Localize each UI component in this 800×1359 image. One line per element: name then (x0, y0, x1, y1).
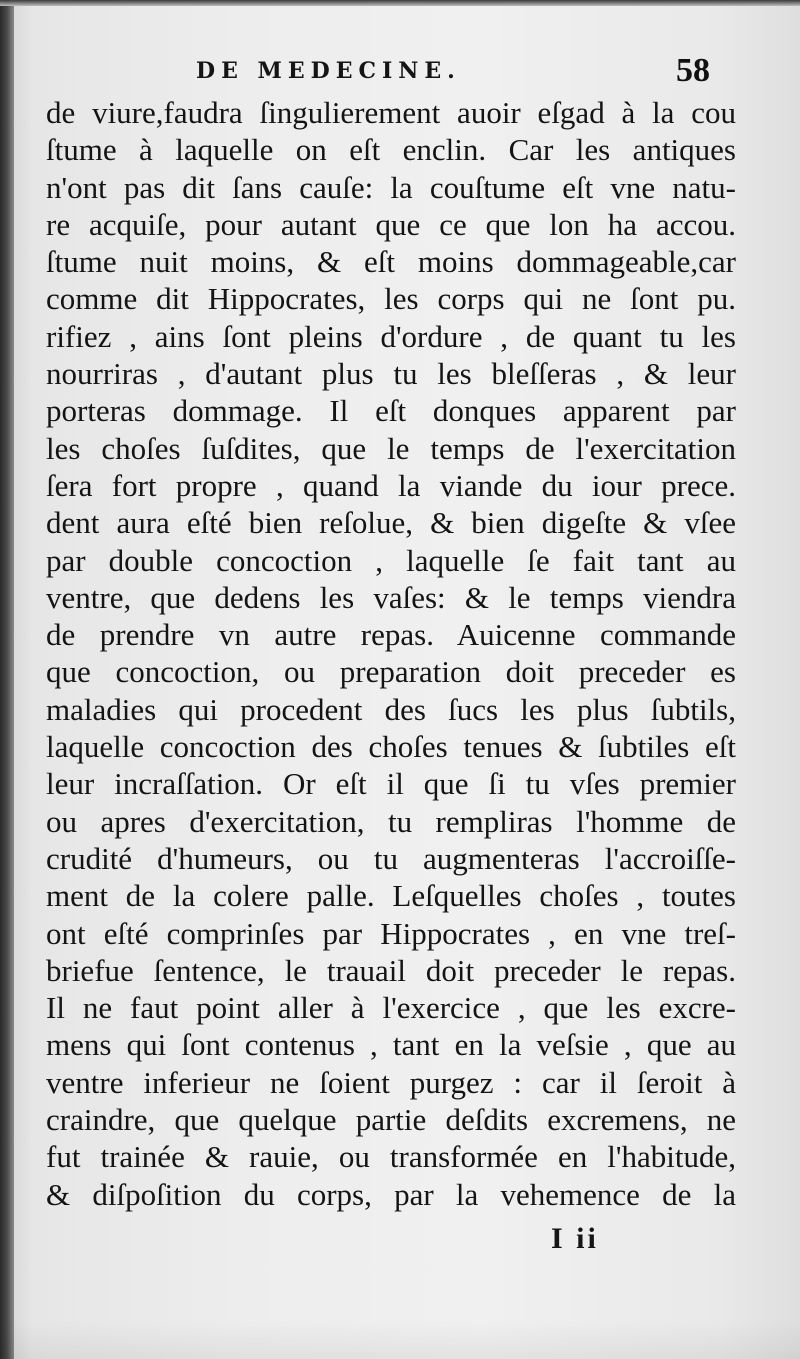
text-line: nourriras , d'autant plus tu les bleſſeras , & leur (46, 356, 736, 392)
text-line: crudité d'humeurs, ou tu augmenteras l'accroiſſe- (46, 840, 736, 876)
text-line: comme dit Hippocrates, les corps qui ne ſont pu. (46, 281, 736, 317)
text-line: porteras dommage. Il eſt donques apparent par (46, 393, 736, 429)
signature-mark: I ii (551, 1222, 599, 1255)
running-title: DE MEDECINE. (196, 58, 461, 84)
text-line: re acquiſe, pour autant que ce que lon ha accou. (46, 206, 736, 242)
text-line: briefue ſentence, le trauail doit preceder le repas. (46, 952, 736, 988)
text-line: ment de la colere palle. Leſquelles choſes , toutes (46, 878, 736, 914)
text-line: ventre inferieur ne ſoient purgez : car il ſeroit à (46, 1064, 736, 1100)
page-bottom-shade (0, 1320, 800, 1359)
text-line: fut trainée & rauie, ou transformée en l'habitude, (46, 1139, 736, 1175)
text-line: ſtume nuit moins, & eſt moins dommageable,car (46, 244, 736, 280)
text-line: maladies qui procedent des ſucs les plus ſubtils, (46, 691, 736, 727)
text-line: ou apres d'exercitation, tu rempliras l'homme de (46, 803, 736, 839)
text-line: que concoction, ou preparation doit preceder es (46, 654, 736, 690)
page-top-edge (0, 0, 800, 6)
text-line: dent aura eſté bien reſolue, & bien digeſte & vſee (46, 505, 736, 541)
text-line: les choſes ſuſdites, que le temps de l'exercitation (46, 430, 736, 466)
text-line: par double concoction , laquelle ſe fait tant au (46, 542, 736, 578)
text-line: Il ne faut point aller à l'exercice , que les excre- (46, 990, 736, 1026)
book-gutter-edge (0, 0, 14, 1359)
text-line: mens qui ſont contenus , tant en la veſsie , que au (46, 1027, 736, 1063)
text-line: de viure,faudra ſingulierement auoir eſgad à la cou (46, 95, 736, 130)
text-line: ſtume à laquelle on eſt enclin. Car les antiques (46, 132, 736, 168)
text-line: craindre, que quelque partie deſdits excremens, ne (46, 1102, 736, 1138)
text-line: & diſpoſition du corps, par la vehemence de la (46, 1176, 736, 1212)
page-number: 58 (676, 52, 710, 89)
text-line: ventre, que dedens les vaſes: & le temps viendra (46, 579, 736, 615)
text-line: de prendre vn autre repas. Auicenne commande (46, 617, 736, 653)
text-line: n'ont pas dit ſans cauſe: la couſtume eſt vne natu- (46, 169, 736, 205)
text-line: ont eſté comprinſes par Hippocrates , en vne treſ- (46, 915, 736, 951)
body-text (46, 94, 736, 1213)
text-line: leur incraſſation. Or eſt il que ſi tu vſes premier (46, 766, 736, 802)
text-line: laquelle concoction des choſes tenues & ſubtiles eſt (46, 729, 736, 765)
text-line: rifiez , ains ſont pleins d'ordure , de quant tu les (46, 318, 736, 354)
text-line: ſera fort propre , quand la viande du iour prece. (46, 467, 736, 503)
